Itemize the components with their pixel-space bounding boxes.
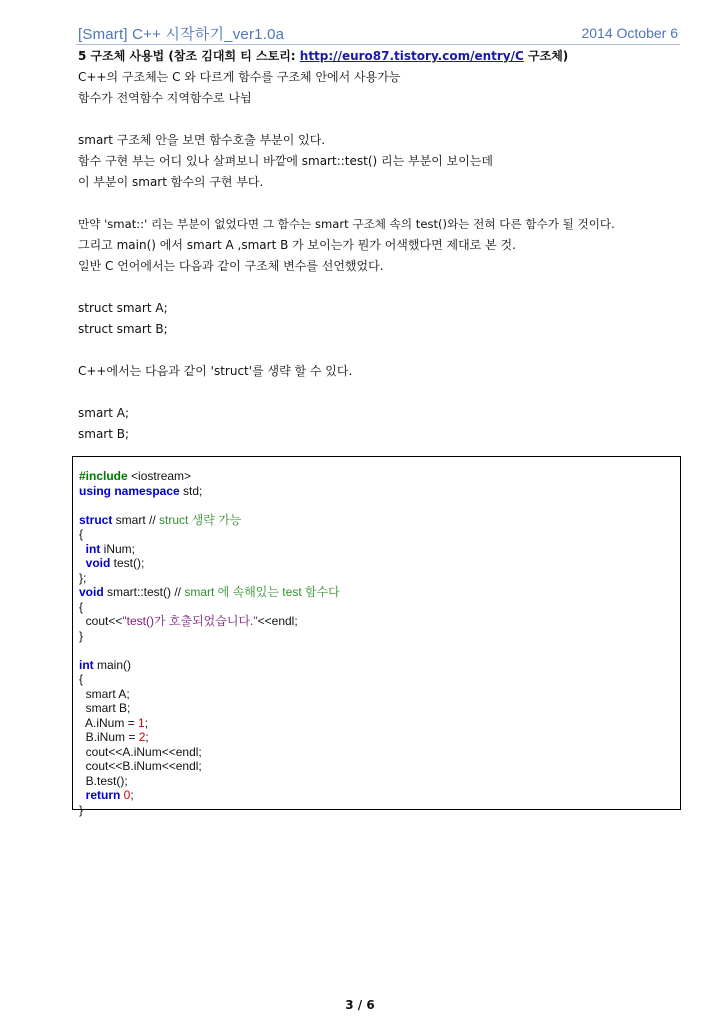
code-line: {: [79, 599, 84, 614]
section-title-prefix: 5 구조체 사용법 (참조 김대희 티 스토리:: [78, 49, 296, 63]
code-line: };: [79, 570, 87, 585]
document-body: [78, 46, 688, 445]
code-line: }: [79, 802, 84, 817]
code-line: }: [79, 628, 84, 643]
paragraph-line: 그리고 main() 에서 smart A ,smart B 가 보이는가 뭔가 어색했다면 제대로 본 것.: [78, 238, 516, 252]
code-line: return 0;: [85, 788, 134, 802]
paragraph-line: 함수 구현 부는 어디 있나 살펴보니 바깥에 smart::test() 리는 부분이 보이는데: [78, 154, 493, 168]
code-line: #include <iostream>: [79, 469, 192, 483]
document-date: 2014 October 6: [581, 25, 678, 41]
code-line: void test();: [85, 556, 145, 570]
code-inline-line: struct smart B;: [78, 322, 168, 336]
paragraph-line: C++에서는 다음과 같이 'struct'를 생략 할 수 있다.: [78, 364, 353, 378]
code-line: int main(): [79, 657, 132, 672]
code-inline-line: smart B;: [78, 427, 130, 441]
paragraph-line: 만약 'smat::' 리는 부분이 없었다면 그 함수는 smart 구조체 속의 test()와는 전혀 다른 함수가 될 것이다.: [78, 217, 615, 231]
paragraph-line: 일반 C 언어에서는 다음과 같이 구조체 변수를 선언했었다.: [78, 259, 384, 273]
paragraph-line: C++의 구조체는 C 와 다르게 함수를 구조체 안에서 사용가능: [78, 70, 401, 84]
code-line: {: [79, 672, 84, 686]
paragraph-line: 이 부분이 smart 함수의 구현 부다.: [78, 175, 264, 189]
code-line-blank: [79, 498, 340, 513]
code-line: using namespace std;: [79, 483, 203, 498]
code-line: B.iNum = 2;: [85, 730, 149, 744]
code-line: cout<<B.iNum<<endl;: [85, 759, 202, 773]
section-title-suffix: 구조체): [528, 49, 569, 63]
document-title: [Smart] C++ 시작하기_ver1.0a: [78, 26, 285, 43]
code-line: smart B;: [85, 701, 131, 715]
code-line: int iNum;: [85, 541, 136, 556]
code-line: cout<<"test()가 호출되었습니다."<<endl;: [85, 614, 298, 628]
code-line: struct smart // struct 생략 가능: [79, 512, 242, 527]
code-line: void smart::test() // smart 에 속해있는 test 함수다: [79, 585, 340, 599]
reference-link[interactable]: http://euro87.tistory.com/entry/C: [299, 49, 524, 63]
code-line: {: [79, 527, 84, 541]
header-divider: [76, 44, 680, 45]
paragraph-line: smart 구조체 안을 보면 함수호출 부분이 있다.: [78, 133, 326, 147]
page-number: 3 / 6: [345, 998, 375, 1012]
code-line: B.test();: [85, 773, 128, 788]
code-block: [72, 456, 681, 817]
paragraph-line: 함수가 전역함수 지역함수로 나뉨: [78, 91, 252, 105]
code-listing: [79, 469, 340, 817]
code-line: A.iNum = 1;: [85, 715, 149, 730]
code-line: cout<<A.iNum<<endl;: [85, 744, 202, 759]
code-inline-line: smart A;: [78, 406, 129, 420]
section-title: [78, 46, 688, 67]
code-inline-line: struct smart A;: [78, 301, 168, 315]
code-line-blank: [79, 643, 340, 658]
code-line: smart A;: [85, 686, 130, 701]
